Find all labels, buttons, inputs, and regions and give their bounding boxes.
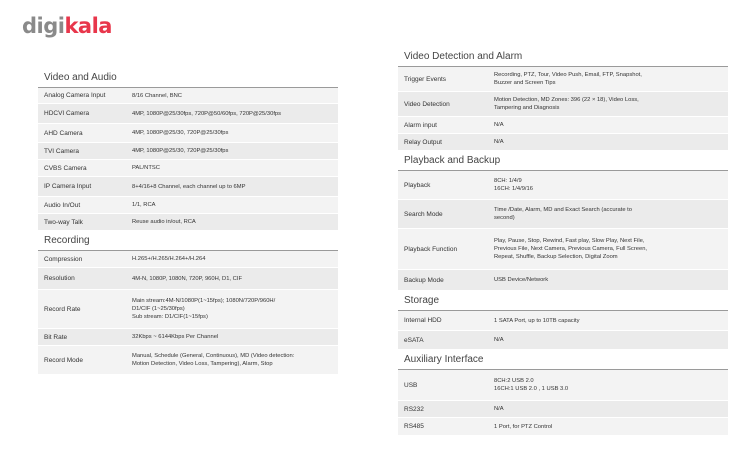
spec-label: Relay Output <box>404 138 442 146</box>
spec-value: Main stream:4M-N/1080P(1~15fps); 1080N/720P/960H/ D1/CIF (1~25/30fps) Sub stream: D1/CIF(1~15fps) <box>132 298 276 320</box>
spec-label: Record Mode <box>44 356 84 364</box>
spec-value: 8CH:2 USB 2.0 16CH:1 USB 2.0 , 1 USB 3.0 <box>494 378 569 392</box>
spec-row <box>38 290 338 329</box>
section-title: Video Detection and Alarm <box>398 47 728 67</box>
spec-row <box>398 270 728 291</box>
spec-row <box>38 124 338 143</box>
spec-value: N/A <box>494 122 504 128</box>
digikala-logo <box>22 14 112 38</box>
spec-label: Trigger Events <box>404 75 447 83</box>
spec-value: Play, Pause, Stop, Rewind, Fast play, Slow Play, Next File, Previous File, Next Camera, Previous Camera, Full Screen, Repeat, Shuffle, Backup Selection, Digital Zoom <box>494 238 648 260</box>
spec-row <box>38 197 338 214</box>
spec-label: IP Camera Input <box>44 183 92 190</box>
spec-table <box>398 67 728 151</box>
spec-row <box>398 370 728 401</box>
spec-value: H.265+/H.265/H.264+/H.264 <box>132 256 206 262</box>
spec-value: 1 SATA Port, up to 10TB capacity <box>494 317 580 324</box>
spec-label: CVBS Camera <box>44 164 87 172</box>
spec-row <box>398 200 728 229</box>
spec-label: Bit Rate <box>44 333 68 341</box>
spec-row <box>398 229 728 270</box>
spec-label: USB <box>404 381 418 389</box>
spec-value: 4MP, 1080P@25/30fps, 720P@50/60fps, 720P@25/30fps <box>132 110 282 117</box>
spec-label: TVI Camera <box>44 147 80 155</box>
spec-row <box>38 177 338 197</box>
spec-value: PAL/NTSC <box>132 165 160 171</box>
spec-label: Audio In/Out <box>44 201 81 209</box>
spec-label: Record Rate <box>44 305 81 313</box>
spec-value: N/A <box>494 139 504 145</box>
spec-value: 1/1, RCA <box>132 202 156 208</box>
spec-row <box>38 160 338 177</box>
spec-label: Resolution <box>44 275 75 282</box>
spec-table <box>38 251 338 375</box>
spec-row <box>398 134 728 151</box>
spec-row <box>398 311 728 331</box>
spec-row <box>38 104 338 124</box>
spec-value: 4M-N, 1080P, 1080N, 720P, 960H, D1, CIF <box>132 275 242 282</box>
spec-row <box>398 117 728 134</box>
spec-value: 8/16 Channel, BNC <box>132 92 182 99</box>
spec-value: 8CH: 1/4/9 16CH: 1/4/9/16 <box>494 178 533 192</box>
spec-value: Reuse audio in/out, RCA <box>132 219 196 225</box>
logo-part-kala: kala <box>64 14 112 38</box>
spec-row <box>38 143 338 160</box>
section-title: Storage <box>398 291 728 311</box>
spec-value: 32Kbps ~ 6144Kbps Per Channel <box>132 334 219 340</box>
logo-part-digi: digi <box>22 14 65 38</box>
spec-value: 4MP, 1080P@25/30, 720P@25/30fps <box>132 130 229 136</box>
spec-row <box>38 251 338 268</box>
left-spec-column <box>38 68 338 375</box>
spec-row <box>398 331 728 350</box>
spec-label: Search Mode <box>404 210 443 218</box>
spec-value: N/A <box>494 406 504 412</box>
spec-label: Compression <box>44 255 83 263</box>
spec-table <box>398 370 728 436</box>
spec-row <box>38 329 338 346</box>
spec-label: Alarm input <box>404 121 437 129</box>
spec-label: HDCVI Camera <box>44 110 90 117</box>
spec-value: Recording, PTZ, Tour, Video Push, Email, FTP, Snapshot, Buzzer and Screen Tips <box>494 72 642 86</box>
section-title: Playback and Backup <box>398 151 728 171</box>
spec-table <box>398 171 728 291</box>
spec-label: Two-way Talk <box>44 218 83 226</box>
spec-row <box>398 67 728 92</box>
spec-label: Internal HDD <box>404 317 442 324</box>
spec-table <box>398 311 728 350</box>
spec-value: Motion Detection, MD Zones: 396 (22 × 18), Video Loss, Tampering and Diagnosis <box>494 97 639 111</box>
spec-row <box>398 401 728 418</box>
right-spec-column <box>398 47 728 436</box>
spec-row <box>38 214 338 231</box>
spec-label: AHD Camera <box>44 129 83 137</box>
spec-row <box>38 346 338 375</box>
spec-table <box>38 88 338 231</box>
section-title: Recording <box>38 231 338 251</box>
spec-label: Video Detection <box>404 100 450 108</box>
spec-row <box>398 418 728 436</box>
spec-value: Time /Date, Alarm, MD and Exact Search (accurate to second) <box>494 207 632 221</box>
spec-label: Playback Function <box>404 245 458 253</box>
spec-row <box>38 268 338 290</box>
spec-label: Analog Camera Input <box>44 92 106 99</box>
spec-value: 4MP, 1080P@25/30, 720P@25/30fps <box>132 148 229 154</box>
spec-label: eSATA <box>404 336 424 344</box>
spec-label: RS485 <box>404 423 424 430</box>
section-title: Video and Audio <box>38 68 338 88</box>
spec-value: 8+4/16+8 Channel, each channel up to 6MP <box>132 183 246 190</box>
section-title: Auxiliary Interface <box>398 350 728 370</box>
spec-label: Backup Mode <box>404 276 444 284</box>
spec-row <box>38 88 338 104</box>
spec-value: USB Device/Network <box>494 277 549 283</box>
spec-label: RS232 <box>404 405 424 413</box>
spec-value: Manual, Schedule (General, Continuous), MD (Video detection: Motion Detection, Video Loss, Tampering), Alarm, Stop <box>132 353 295 367</box>
spec-label: Playback <box>404 181 431 189</box>
spec-value: 1 Port, for PTZ Control <box>494 423 553 430</box>
spec-row <box>398 171 728 200</box>
spec-value: N/A <box>494 337 504 343</box>
spec-row <box>398 92 728 117</box>
